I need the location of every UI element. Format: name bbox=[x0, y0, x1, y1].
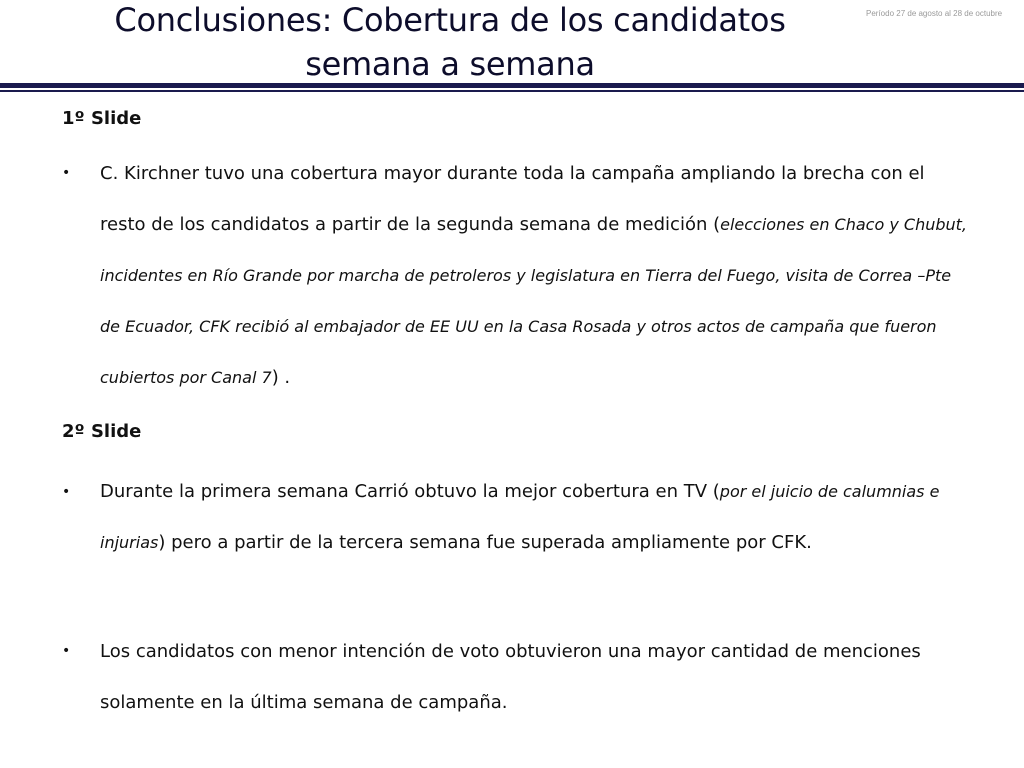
section-heading-2: 2º Slide bbox=[62, 421, 142, 442]
bullet-text-italic-segment: elecciones en Chaco y Chubut, incidentes en Río Grande por marcha de petroleros y legislatura en Tierra del Fuego, visita de Correa –Pte de Ecuador, CFK recibió al embajador de EE UU en la Casa Rosada y otros actos de campaña que fueron cubiertos por Canal 7 bbox=[100, 215, 967, 387]
bullet-text-italic-segment: por el juicio de calumnias e injurias bbox=[100, 482, 940, 552]
period-label: Período 27 de agosto al 28 de octubre bbox=[866, 9, 1003, 18]
section-heading-1: 1º Slide bbox=[62, 108, 142, 129]
bullet-text-3 bbox=[100, 626, 970, 728]
slide-title-line-1: Conclusiones: Cobertura de los candidatos bbox=[114, 1, 786, 39]
bullet-text-segment: C. Kirchner tuvo una cobertura mayor durante toda la campaña ampliando la brecha con el resto de los candidatos a partir de la segunda semana de medición ( bbox=[100, 163, 925, 235]
bullet-text-segment: ) pero a partir de la tercera semana fue superada ampliamente por CFK. bbox=[158, 532, 812, 553]
bullet-text-1 bbox=[100, 148, 970, 403]
bullet-marker: • bbox=[62, 484, 71, 500]
bullet-text-segment: ) . bbox=[271, 367, 291, 388]
bullet-marker: • bbox=[62, 165, 71, 181]
bullet-text-2 bbox=[100, 466, 970, 568]
bullet-text-segment: Los candidatos con menor intención de voto obtuvieron una mayor cantidad de menciones solamente en la última semana de campaña. bbox=[100, 641, 921, 713]
bullet-text-segment: Durante la primera semana Carrió obtuvo la mejor cobertura en TV ( bbox=[100, 481, 720, 502]
bullet-marker: • bbox=[62, 643, 71, 659]
slide-title-line-2: semana a semana bbox=[305, 45, 595, 83]
